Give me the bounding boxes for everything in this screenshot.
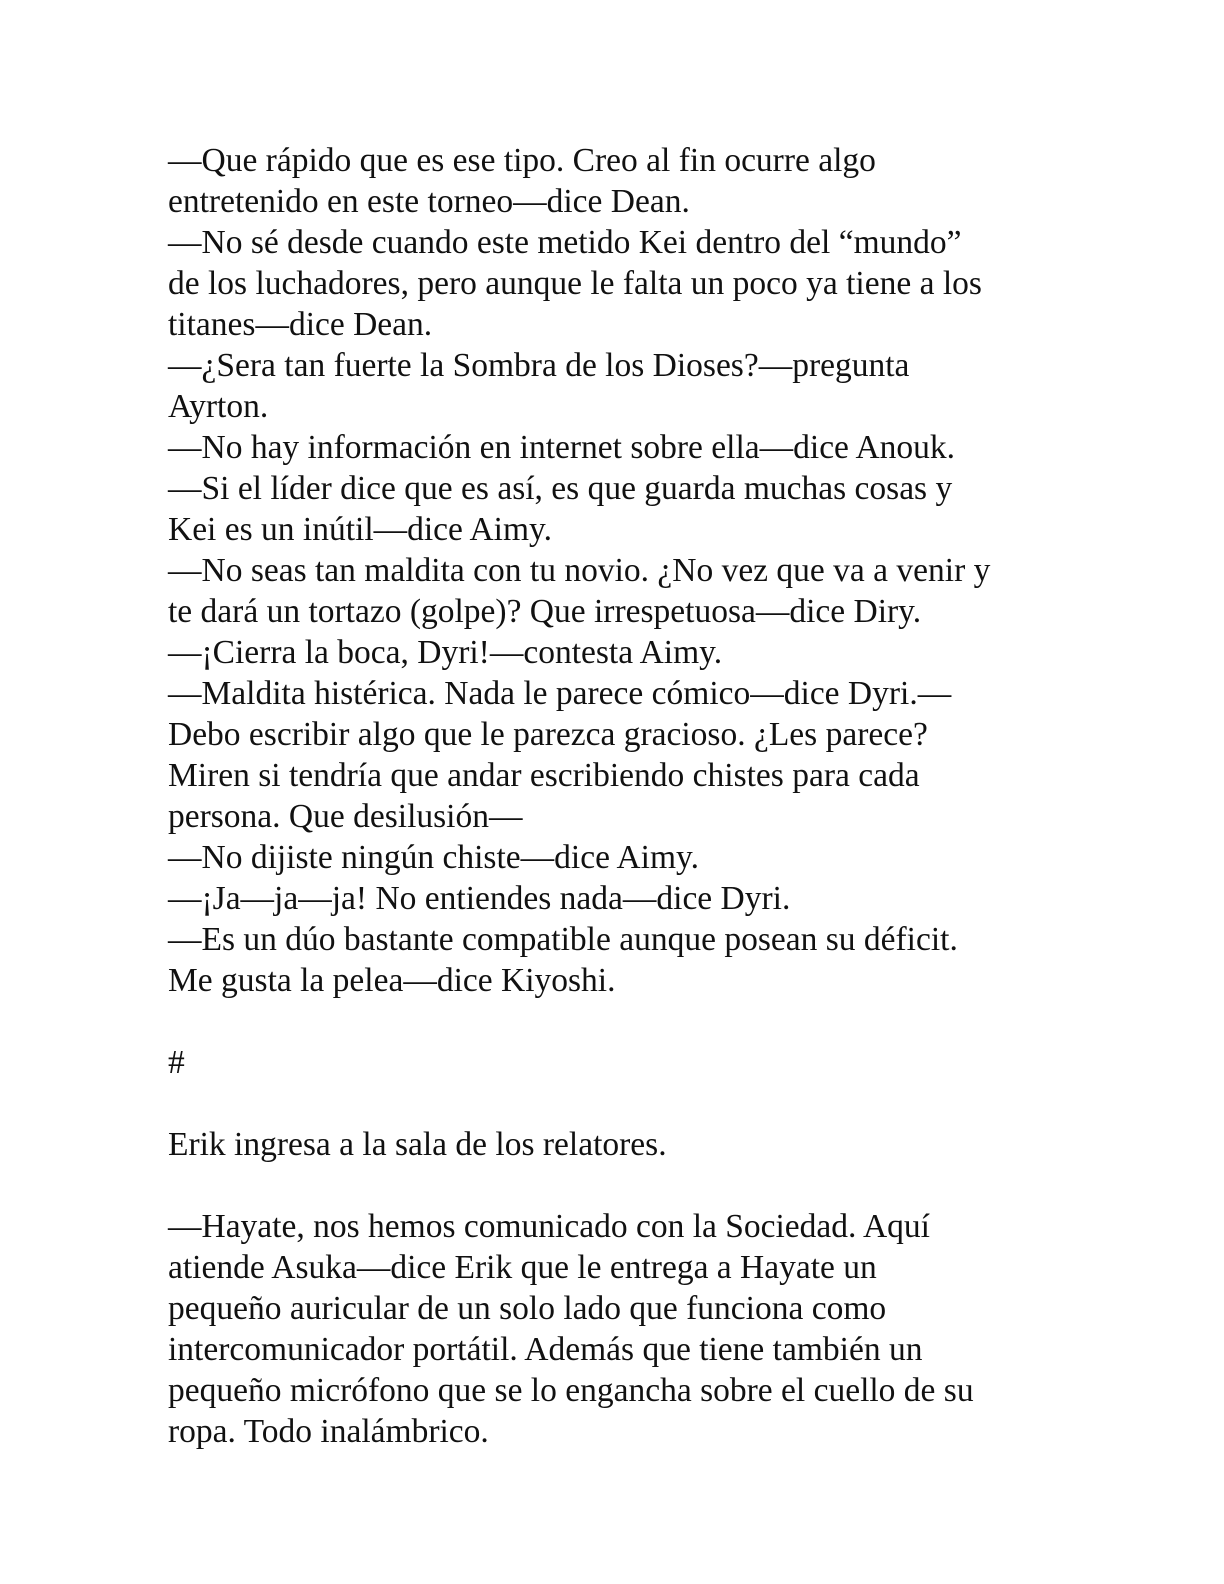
text-line: Miren si tendría que andar escribiendo chistes para cada — [168, 757, 920, 794]
text-line: ropa. Todo inalámbrico. — [168, 1413, 489, 1450]
text-line: pequeño auricular de un solo lado que funciona como — [168, 1290, 887, 1327]
text-line: Ayrton. — [168, 388, 269, 425]
text-line: titanes—dice Dean. — [168, 306, 433, 343]
text-line: de los luchadores, pero aunque le falta un poco ya tiene a los — [168, 265, 982, 302]
narration-paragraph — [168, 1124, 1058, 1165]
text-line: te dará un tortazo (golpe)? Que irrespetuosa—dice Diry. — [168, 593, 922, 630]
text-line: —¡Ja—ja—ja! No entiendes nada—dice Dyri. — [168, 880, 791, 917]
text-line: —No hay información en internet sobre ella—dice Anouk. — [168, 429, 956, 466]
text-line: —No seas tan maldita con tu novio. ¿No vez que va a venir y — [168, 552, 991, 589]
text-line: —Que rápido que es ese tipo. Creo al fin ocurre algo — [168, 142, 876, 179]
text-line: —Maldita histérica. Nada le parece cómico—dice Dyri.— — [168, 675, 952, 712]
dialogue-block — [168, 140, 1058, 1001]
text-line: persona. Que desilusión— — [168, 798, 523, 835]
text-line: —¡Cierra la boca, Dyri!—contesta Aimy. — [168, 634, 723, 671]
text-line: —No sé desde cuando este metido Kei dentro del “mundo” — [168, 224, 962, 261]
section-separator: # — [168, 1044, 185, 1081]
text-line: —¿Sera tan fuerte la Sombra de los Dioses?—pregunta — [168, 347, 910, 384]
text-line: —Si el líder dice que es así, es que guarda muchas cosas y — [168, 470, 953, 507]
text-line: intercomunicador portátil. Además que tiene también un — [168, 1331, 923, 1368]
text-line: —Hayate, nos hemos comunicado con la Sociedad. Aquí — [168, 1208, 930, 1245]
text-line: Debo escribir algo que le parezca gracioso. ¿Les parece? — [168, 716, 928, 753]
dialogue-paragraph — [168, 1206, 1058, 1452]
text-line: —No dijiste ningún chiste—dice Aimy. — [168, 839, 699, 876]
document-page — [168, 140, 1058, 1452]
text-line: pequeño micrófono que se lo engancha sobre el cuello de su — [168, 1372, 974, 1409]
text-line: Erik ingresa a la sala de los relatores. — [168, 1126, 667, 1163]
text-line: Me gusta la pelea—dice Kiyoshi. — [168, 962, 616, 999]
text-line: entretenido en este torneo—dice Dean. — [168, 183, 690, 220]
text-line: atiende Asuka—dice Erik que le entrega a Hayate un — [168, 1249, 877, 1286]
text-line: —Es un dúo bastante compatible aunque posean su déficit. — [168, 921, 958, 958]
text-line: Kei es un inútil—dice Aimy. — [168, 511, 552, 548]
